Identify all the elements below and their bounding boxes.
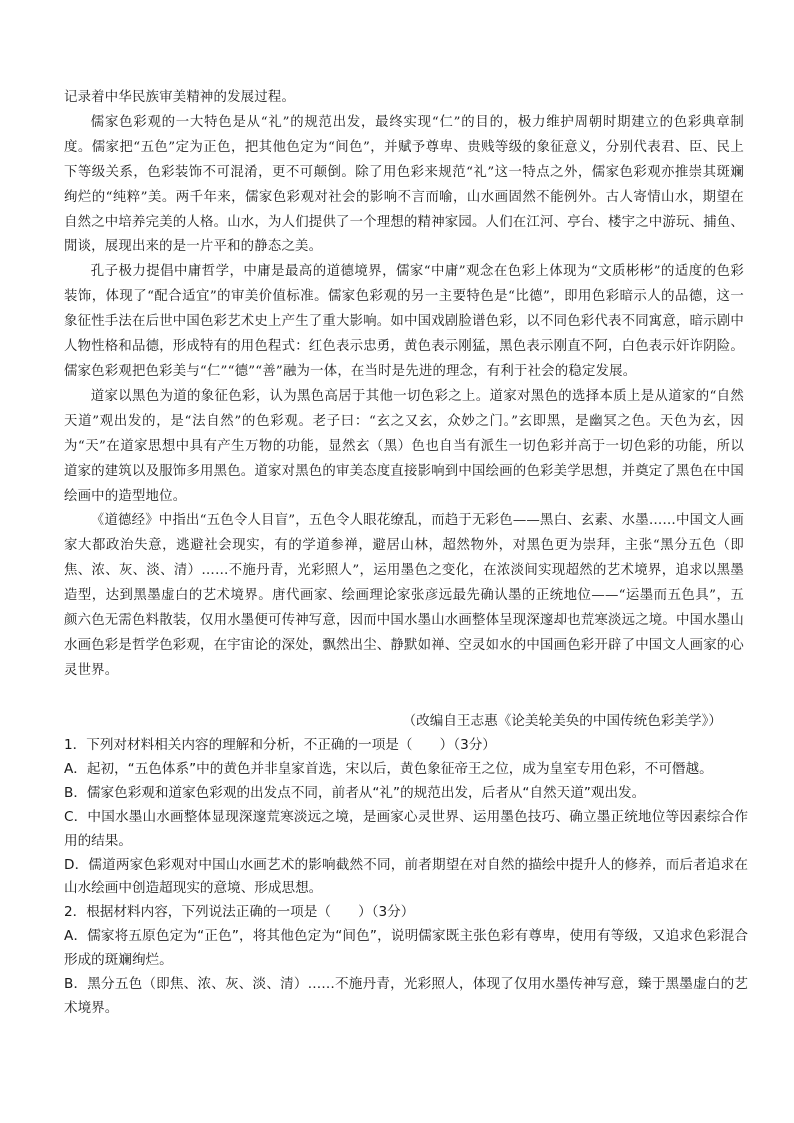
reading-passage — [64, 86, 744, 684]
question-stem: 1．下列对材料相关内容的理解和分析，不正确的一项是（ ）（3分） — [64, 737, 496, 753]
question-option: B．儒家色彩观和道家色彩观的出发点不同，前者从“礼”的规范出发，后者从“自然天道”观出发。 — [64, 784, 646, 801]
passage-paragraph: 记录着中华民族审美精神的发展过程。 — [64, 90, 296, 105]
source-citation: （改编自王志惠《论美轮美奂的中国传统色彩美学》） — [402, 713, 722, 729]
question-option: B．黑分五色（即焦、浓、灰、淡、清）……不施丹青，光彩照人，体现了仅用水墨传神写意，臻于黑墨虚白的艺术境界。 — [64, 976, 748, 1016]
passage-paragraph: 道家以黑色为道的象征色彩，认为黑色高居于其他一切色彩之上。道家对黑色的选择本质上是从道家的“自然天道”观出发的，是“法自然”的色彩观。老子曰：“玄之又玄，众妙之门。”玄即黑，是幽冥之色。天色为玄，因为“天”在道家思想中具有产生万物的功能，显然玄（黑）色也自当有派生一切色彩并高于一切色彩的功能，所以道家的建筑以及服饰多用黑色。道家对黑色的审美态度直接影响到中国绘画的色彩美学思想，并奠定了黑色在中国绘画中的造型地位。 — [64, 388, 744, 504]
question-option: A．儒家将五原色定为“正色”，将其他色定为“间色”，说明儒家既主张色彩有尊卑，使用有等级，又追求色彩混合形成的斑斓绚烂。 — [64, 928, 748, 969]
passage-paragraph: 《道德经》中指出“五色令人目盲”，五色令人眼花缭乱，而趋于无彩色——黑白、玄素、水墨……中国文人画家大都政治失意，逃避社会现实，有的学道参禅，避居山林，超然物外，对黑色更为崇拜，主张“黑分五色（即焦、浓、灰、淡、清）……不施丹青，光彩照人”，运用墨色之变化，在浓淡间实现超然的艺术境界，追求以黑墨造型，达到黑墨虚白的艺术境界。唐代画家、绘画理论家张彦远最先确认墨的正统地位——“运墨而五色具”，五颜六色无需色料散装，仅用水墨便可传神写意，因而中国水墨山水画整体呈现深邃却也荒寒淡远之境。中国水墨山水画色彩是哲学色彩观，在宇宙论的深处，飘然出尘、静默如禅、空灵如水的中国画色彩开辟了中国文人画家的心灵世界。 — [64, 513, 744, 678]
question-section — [64, 734, 748, 1021]
question-option: C．中国水墨山水画整体显现深邃荒寒淡远之境，是画家心灵世界、运用墨色技巧、确立墨正统地位等因素综合作用的结果。 — [64, 808, 748, 849]
passage-paragraph: 儒家色彩观的一大特色是从“礼”的规范出发，最终实现“仁”的目的，极力维护周朝时期建立的色彩典章制度。儒家把“五色”定为正色，把其他色定为“间色”，并赋予尊卑、贵贱等级的象征意义，分别代表君、臣、民上下等级关系，色彩装饰不可混淆，更不可颠倒。除了用色彩来规范“礼”这一特点之外，儒家色彩观亦推崇其斑斓绚烂的“纯粹”美。两千年来，儒家色彩观对社会的影响不言而喻，山水画固然不能例外。古人寄情山水，期望在自然之中培养完美的人格。山水，为人们提供了一个理想的精神家园。人们在江河、亭台、楼宇之中游玩、捕鱼、閒谈，展现出来的是一片平和的静态之美。 — [64, 114, 744, 255]
passage-paragraph: 孔子极力提倡中庸哲学，中庸是最高的道德境界，儒家“中庸”观念在色彩上体现为“文质彬彬”的适度的色彩装饰，体现了“配合适宜”的审美价值标准。儒家色彩观的另一主要特色是“比德”，即用色彩暗示人的品德，这一象征性手法在后世中国色彩艺术史上产生了重大影响。如中国戏剧脸谱色彩，以不同色彩代表不同寓意，暗示剧中人物性格和品德，形成特有的用色程式：红色表示忠勇，黄色表示刚猛，黑色表示刚直不阿，白色表示奸诈阴险。儒家色彩观把色彩美与“仁”“德”“善”融为一体，在当时是先进的理念，有利于社会的稳定发展。 — [64, 264, 744, 379]
question-option: A．起初，“五色体系”中的黄色并非皇家首选，宋以后，黄色象征帝王之位，成为皇室专用色彩，不可僭越。 — [64, 760, 713, 777]
question-stem: 2．根据材料内容，下列说法正确的一项是（ ）（3分） — [64, 904, 415, 921]
question-option: D．儒道两家色彩观对中国山水画艺术的影响截然不同，前者期望在对自然的描绘中提升人的修养，而后者追求在山水绘画中创造超现实的意境、形成思想。 — [64, 856, 748, 897]
